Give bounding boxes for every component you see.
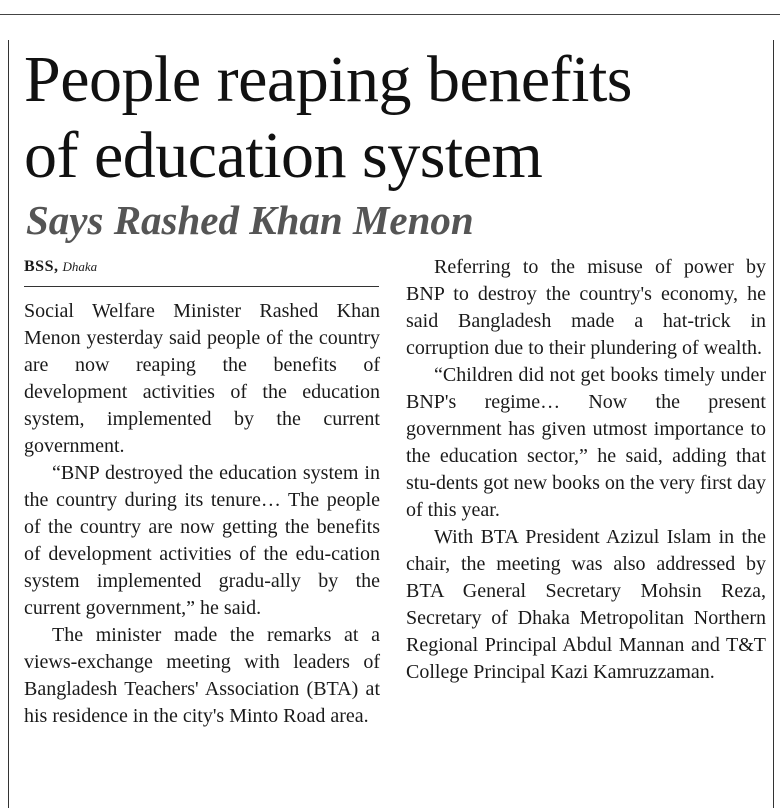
article-column-left bbox=[24, 298, 380, 730]
paragraph: “BNP destroyed the education system in the country during its tenure… The people of the country are now getting the benefits of development activities of the edu-cation system implemented gradu-ally by the current government,” he said. bbox=[24, 462, 380, 619]
headline-line-1: People reaping benefits bbox=[24, 43, 632, 116]
headline-line-2: of education system bbox=[24, 119, 543, 192]
article-column-right bbox=[406, 254, 766, 686]
byline bbox=[24, 258, 379, 287]
paragraph: The minister made the remarks at a views-exchange meeting with leaders of Bangladesh Teachers' Association (BTA) at his residence in the city's Minto Road area. bbox=[24, 624, 380, 727]
right-column-rule bbox=[773, 40, 774, 808]
paragraph: “Children did not get books timely under BNP's regime… Now the present government has given utmost importance to the education sector,” he said, adding that stu-dents got new books on the very first day of this year. bbox=[406, 364, 766, 521]
left-column-rule bbox=[8, 40, 9, 808]
paragraph: Referring to the misuse of power by BNP to destroy the country's economy, he said Bangladesh made a hat-trick in corruption due to their plundering of wealth. bbox=[406, 256, 766, 359]
headline bbox=[24, 42, 764, 194]
paragraph: Social Welfare Minister Rashed Khan Menon yesterday said people of the country are now reaping the benefits of development activities of the education system, implemented by the current government. bbox=[24, 300, 380, 457]
byline-place: Dhaka bbox=[62, 259, 98, 274]
subheadline: Says Rashed Khan Menon bbox=[26, 197, 474, 243]
byline-source: BSS, bbox=[24, 258, 59, 275]
paragraph: With BTA President Azizul Islam in the chair, the meeting was also addressed by BTA General Secretary Mohsin Reza, Secretary of Dhaka Metropolitan Northern Regional Principal Abdul Mannan and T&T College Principal Kazi Kamruzzaman. bbox=[406, 526, 766, 683]
top-rule bbox=[0, 14, 780, 15]
